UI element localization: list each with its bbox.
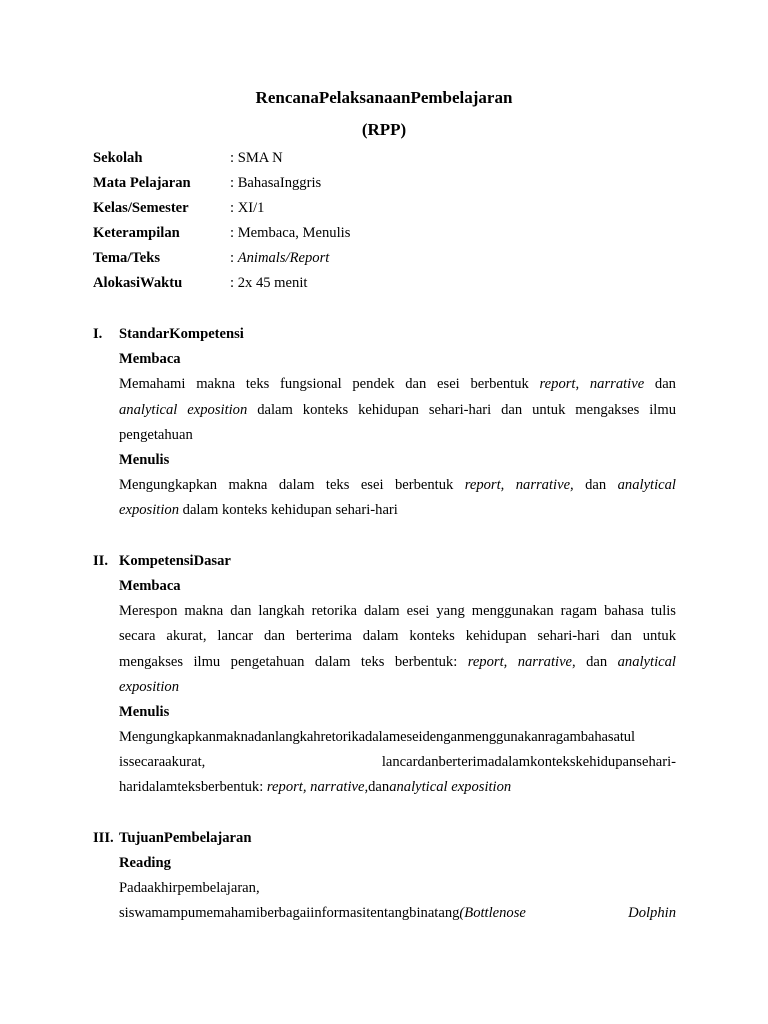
paragraph-line: haridalamteksberbentuk: report, narrative,dananalytical exposition: [119, 779, 512, 795]
identity-label: Keterampilan: [93, 225, 180, 241]
identity-value-italic: Animals/Report: [237, 250, 330, 266]
paragraph-line: Merespon makna dan langkah retorika dalam esei yang menggunakan ragam bahasa tulis: [119, 603, 676, 619]
identity-value: : XI/1: [230, 200, 265, 216]
paragraph-line: Mengungkapkan makna dalam teks esei berbentuk report, narrative, dan analytical: [119, 477, 676, 493]
identity-value: : SMA N: [230, 150, 283, 166]
identity-label: Sekolah: [93, 150, 143, 166]
identity-label: Kelas/Semester: [93, 200, 189, 216]
identity-label: Mata Pelajaran: [93, 175, 191, 191]
subheading: Menulis: [119, 704, 170, 720]
paragraph-line: exposition: [119, 679, 179, 695]
section-number: III.: [93, 830, 114, 846]
section-heading: TujuanPembelajaran: [119, 830, 252, 846]
section-heading: KompetensiDasar: [119, 553, 231, 569]
identity-value: [230, 249, 329, 267]
document-title: RencanaPelaksanaanPembelajaran: [255, 88, 513, 107]
identity-label: AlokasiWaktu: [93, 275, 183, 291]
paragraph-line: secara akurat, lancar dan berterima dalam konteks kehidupan sehari-hari dan untuk: [119, 628, 676, 644]
paragraph-line: issecaraakurat, lancardanberterimadalamkontekskehidupansehari-: [119, 754, 676, 770]
subheading: Membaca: [119, 578, 181, 594]
paragraph-line: Memahami makna teks fungsional pendek dan esei berbentuk report, narrative dan: [119, 376, 676, 392]
paragraph-line: Padaakhirpembelajaran,: [119, 880, 260, 896]
paragraph-line: pengetahuan: [119, 427, 193, 443]
document-subtitle: (RPP): [361, 120, 407, 139]
identity-value-prefix: :: [230, 250, 238, 266]
paragraph-line: mengakses ilmu pengetahuan dalam teks berbentuk: report, narrative, dan analytical: [119, 654, 676, 670]
identity-value: : 2x 45 menit: [230, 275, 308, 291]
paragraph-line: Mengungkapkanmaknadanlangkahretorikadalameseidenganmenggunakanragambahasatul: [119, 729, 635, 745]
subheading: Membaca: [119, 351, 181, 367]
section-number: I.: [93, 326, 103, 342]
section-heading: StandarKompetensi: [119, 326, 244, 342]
identity-value: : BahasaInggris: [230, 175, 322, 191]
subheading: Reading: [119, 855, 171, 871]
subheading: Menulis: [119, 452, 170, 468]
identity-value: : Membaca, Menulis: [230, 225, 351, 241]
paragraph-line: analytical exposition dalam konteks kehidupan sehari-hari dan untuk mengakses ilmu: [119, 402, 676, 418]
paragraph-line: siswamampumemahamiberbagaiinformasitentangbinatang(Bottlenose Dolphin: [119, 905, 676, 921]
section-number: II.: [93, 553, 109, 569]
identity-label: Tema/Teks: [93, 250, 161, 266]
paragraph-line: exposition dalam konteks kehidupan sehari-hari: [119, 502, 398, 518]
